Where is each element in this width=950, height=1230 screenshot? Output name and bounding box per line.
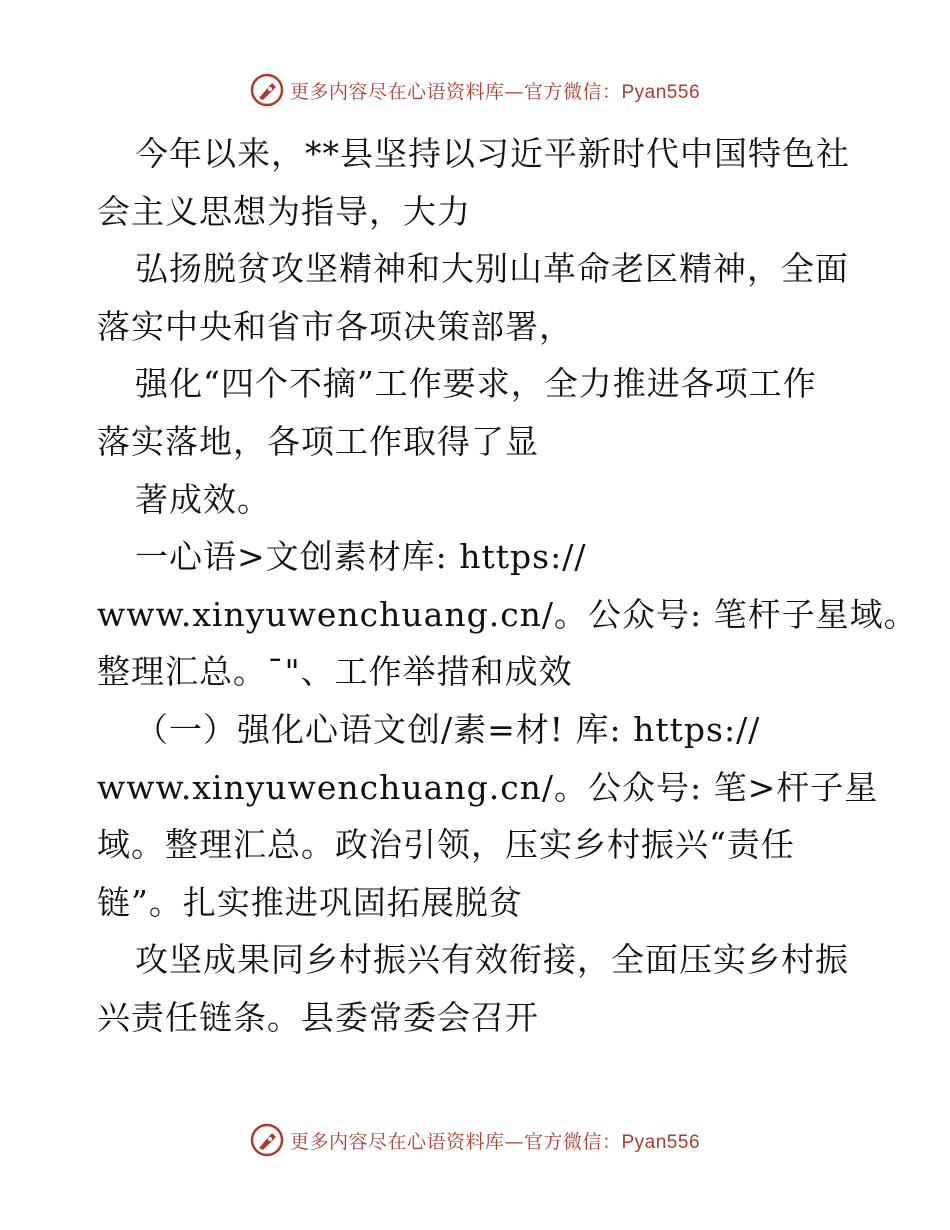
text-line: 落实中央和省市各项决策部署，	[97, 306, 573, 346]
watermark-text: 更多内容尽在心语资料库—官方微信：Pyan556	[289, 1130, 701, 1153]
text-line: 强化“四个不摘”工作要求，全力推进各项工作	[135, 364, 817, 404]
text-line: 域。整理汇总。政治引领，压实乡村振兴“责任	[97, 825, 795, 865]
watermark-footer	[0, 1120, 950, 1160]
text-line: （一）强化心语文创/素=材! 库: https://	[135, 709, 761, 749]
text-line: 一心语>文创素材库: https://	[135, 537, 587, 577]
document-body	[97, 125, 918, 1047]
watermark-header	[0, 70, 950, 110]
text-line: www.xinyuwenchuang.cn/。公众号: 笔杆子星域。	[97, 594, 918, 634]
text-line: 弘扬脱贫攻坚精神和大别山革命老区精神，全面	[135, 249, 849, 289]
text-line: 链”。扎实推进巩固拓展脱贫	[97, 882, 523, 922]
text-line: 攻坚成果同乡村振兴有效衔接，全面压实乡村振	[135, 940, 849, 980]
text-line: 整理汇总。¯"、工作举措和成效	[97, 652, 573, 692]
text-line: 今年以来，**县坚持以习近平新时代中国特色社	[135, 134, 850, 173]
text-line: 著成效。	[135, 479, 271, 519]
watermark-text: 更多内容尽在心语资料库—官方微信：Pyan556	[289, 80, 701, 103]
text-line: 会主义思想为指导，大力	[97, 191, 471, 231]
text-line: www.xinyuwenchuang.cn/。公众号: 笔>杆子星	[97, 767, 879, 807]
pen-nib-logo-icon	[250, 1123, 284, 1157]
pen-nib-logo-icon	[250, 73, 284, 107]
text-line: 落实落地，各项工作取得了显	[97, 421, 539, 461]
text-line: 兴责任链条。县委常委会召开	[97, 997, 539, 1037]
